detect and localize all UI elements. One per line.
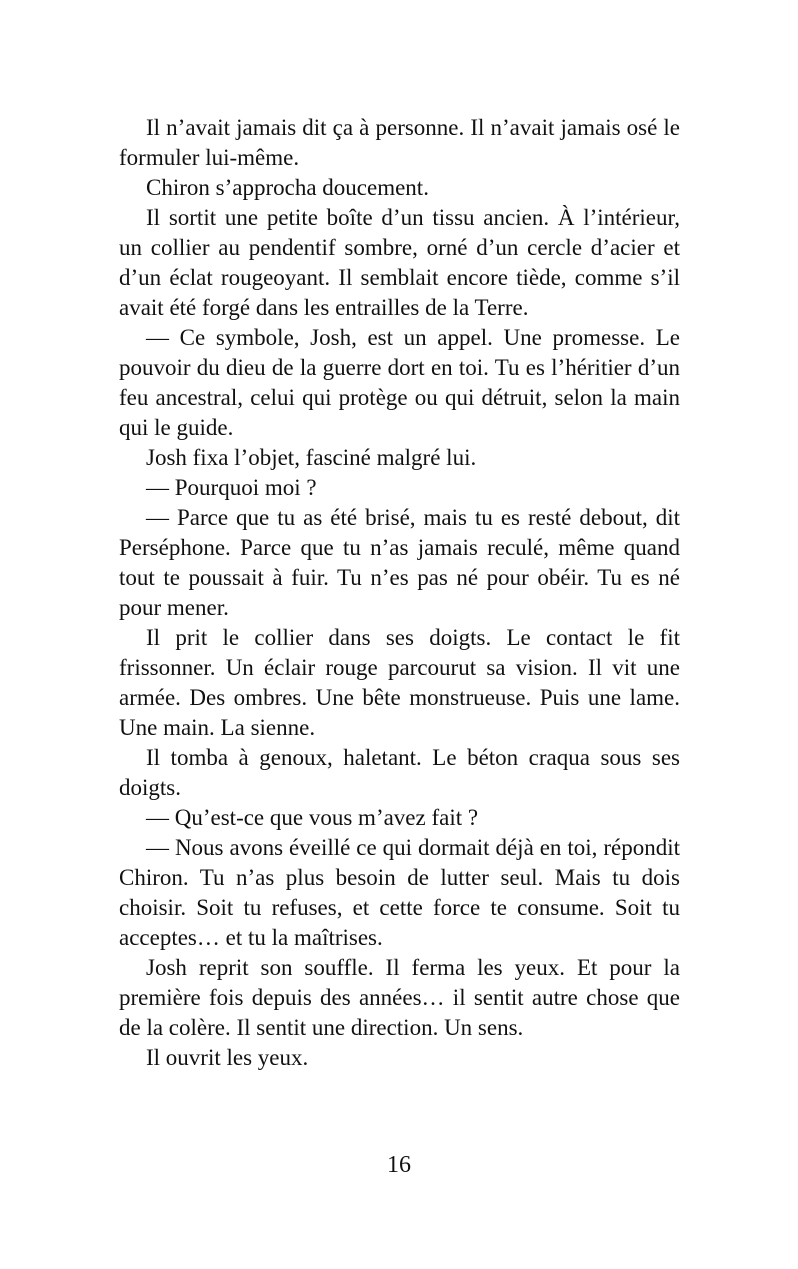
paragraph: Il ouvrit les yeux. — [146, 1045, 309, 1070]
paragraph: Il sortit une petite boîte d’un tissu ancien. À l’intérieur, un collier au pendentif sombre, orné d’un cercle d’acier et d’un éclat rougeoyant. Il semblait encore tiède, comme s’il avait été forgé dans les entrailles de la Terre. — [119, 205, 680, 320]
paragraph: — Ce symbole, Josh, est un appel. Une promesse. Le pouvoir du dieu de la guerre dort en toi. Tu es l’héritier d’un feu ancestral, celui qui protège ou qui détruit, selon la main qui le guide. — [119, 325, 680, 440]
paragraph: Il n’avait jamais dit ça à personne. Il n’avait jamais osé le formuler lui-même. — [119, 115, 680, 170]
paragraph: Il prit le collier dans ses doigts. Le contact le fit frissonner. Un éclair rouge parcourut sa vision. Il vit une armée. Des ombres. Une bête monstrueuse. Puis une lame. Une main. La sienne. — [119, 625, 680, 740]
paragraph: Chiron s’approcha doucement. — [146, 175, 429, 200]
page-number: 16 — [387, 1152, 411, 1178]
paragraph: Josh reprit son souffle. Il ferma les yeux. Et pour la première fois depuis des années… il sentit autre chose que de la colère. Il sentit une direction. Un sens. — [119, 955, 680, 1040]
paragraph: — Parce que tu as été brisé, mais tu es resté debout, dit Perséphone. Parce que tu n’as jamais reculé, même quand tout te poussait à fuir. Tu n’es pas né pour obéir. Tu es né pour mener. — [119, 505, 680, 620]
paragraph: — Nous avons éveillé ce qui dormait déjà en toi, répondit Chiron. Tu n’as plus besoin de lutter seul. Mais tu dois choisir. Soit tu refuses, et cette force te consume. Soit tu acceptes… et tu la maîtrises. — [119, 835, 680, 950]
page-body — [119, 113, 680, 1073]
paragraph: — Qu’est-ce que vous m’avez fait ? — [146, 805, 479, 830]
paragraph: — Pourquoi moi ? — [146, 475, 317, 500]
paragraph: Il tomba à genoux, haletant. Le béton craqua sous ses doigts. — [119, 745, 680, 800]
paragraph: Josh fixa l’objet, fasciné malgré lui. — [146, 445, 477, 470]
